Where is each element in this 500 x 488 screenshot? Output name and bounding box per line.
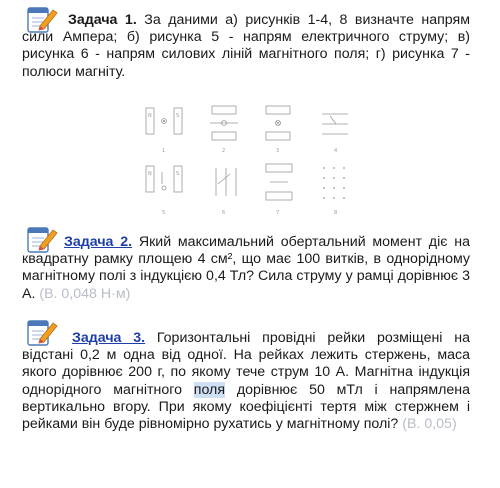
task-2	[22, 234, 470, 303]
task-1-title: Задача 1.	[68, 12, 137, 28]
figure-label-6: 6	[222, 210, 226, 216]
task-3-highlighted-word: поля	[193, 381, 226, 398]
task-1	[22, 12, 470, 81]
task-3-title: Задача 3.	[72, 330, 146, 346]
figure-label-3: 3	[276, 148, 280, 154]
figure-label-5: 5	[162, 210, 166, 216]
figure-8	[323, 167, 345, 199]
figure-2	[210, 106, 238, 140]
task-2-body	[22, 234, 470, 303]
task-3-text-a: Горизонтальні провідні рейки розміщені на відстані 0,2 м одна від одної. На рейках лежить стержень, маса якого дорівнює 200 г, по якому тече струм 10 А. Магнітна індукція однорідного магнітного	[22, 330, 470, 398]
figure-label-2: 2	[222, 148, 226, 154]
task-3-body	[22, 330, 470, 433]
figure-1-pole-n: N	[148, 113, 152, 119]
figure-7	[266, 164, 292, 200]
figure-6	[216, 168, 236, 196]
figure-label-7: 7	[276, 210, 280, 216]
figure-label-1: 1	[162, 148, 166, 154]
task-1-text: За даними а) рисунків 1-4, 8 визначте напрям сили Ампера; б) рисунка 5 - напрям електричного струму; в) рисунка 6 - напрям силових ліній магнітного поля; г) рисунка 7 - полюси магніту.	[22, 12, 470, 80]
figure-label-4: 4	[334, 148, 338, 154]
figure-4	[322, 114, 348, 134]
figure-5-pole-s: S	[176, 171, 180, 177]
task-1-body	[22, 12, 470, 81]
task-2-text: Який максимальний обертальний момент діє на квадратну рамку площею 4 см², що має 100 витків, в однорідному магнітному полі з індукцією 0,4 Тл? Сила струму у рамці дорівнює 3 А.	[22, 234, 470, 302]
figure-1-pole-s: S	[176, 113, 180, 119]
figure-label-8: 8	[334, 210, 338, 216]
task-2-title: Задача 2.	[64, 234, 133, 250]
figure-1	[146, 108, 182, 134]
task-1-figures	[140, 100, 360, 220]
figure-5	[146, 166, 182, 192]
figure-3	[266, 106, 290, 140]
task-2-answer: (В. 0,048 Н·м)	[39, 285, 131, 302]
task-3-text-b: дорівнює 50 мТл і напрямлена вертикально вгору. При якому коефіцієнті тертя між стержнем і рейками він буде рівномірно рухатись у магнітному полі?	[22, 381, 470, 433]
figure-5-pole-n: N	[148, 171, 152, 177]
task-3-answer: (В. 0,05)	[402, 416, 457, 433]
task-3	[22, 330, 470, 433]
